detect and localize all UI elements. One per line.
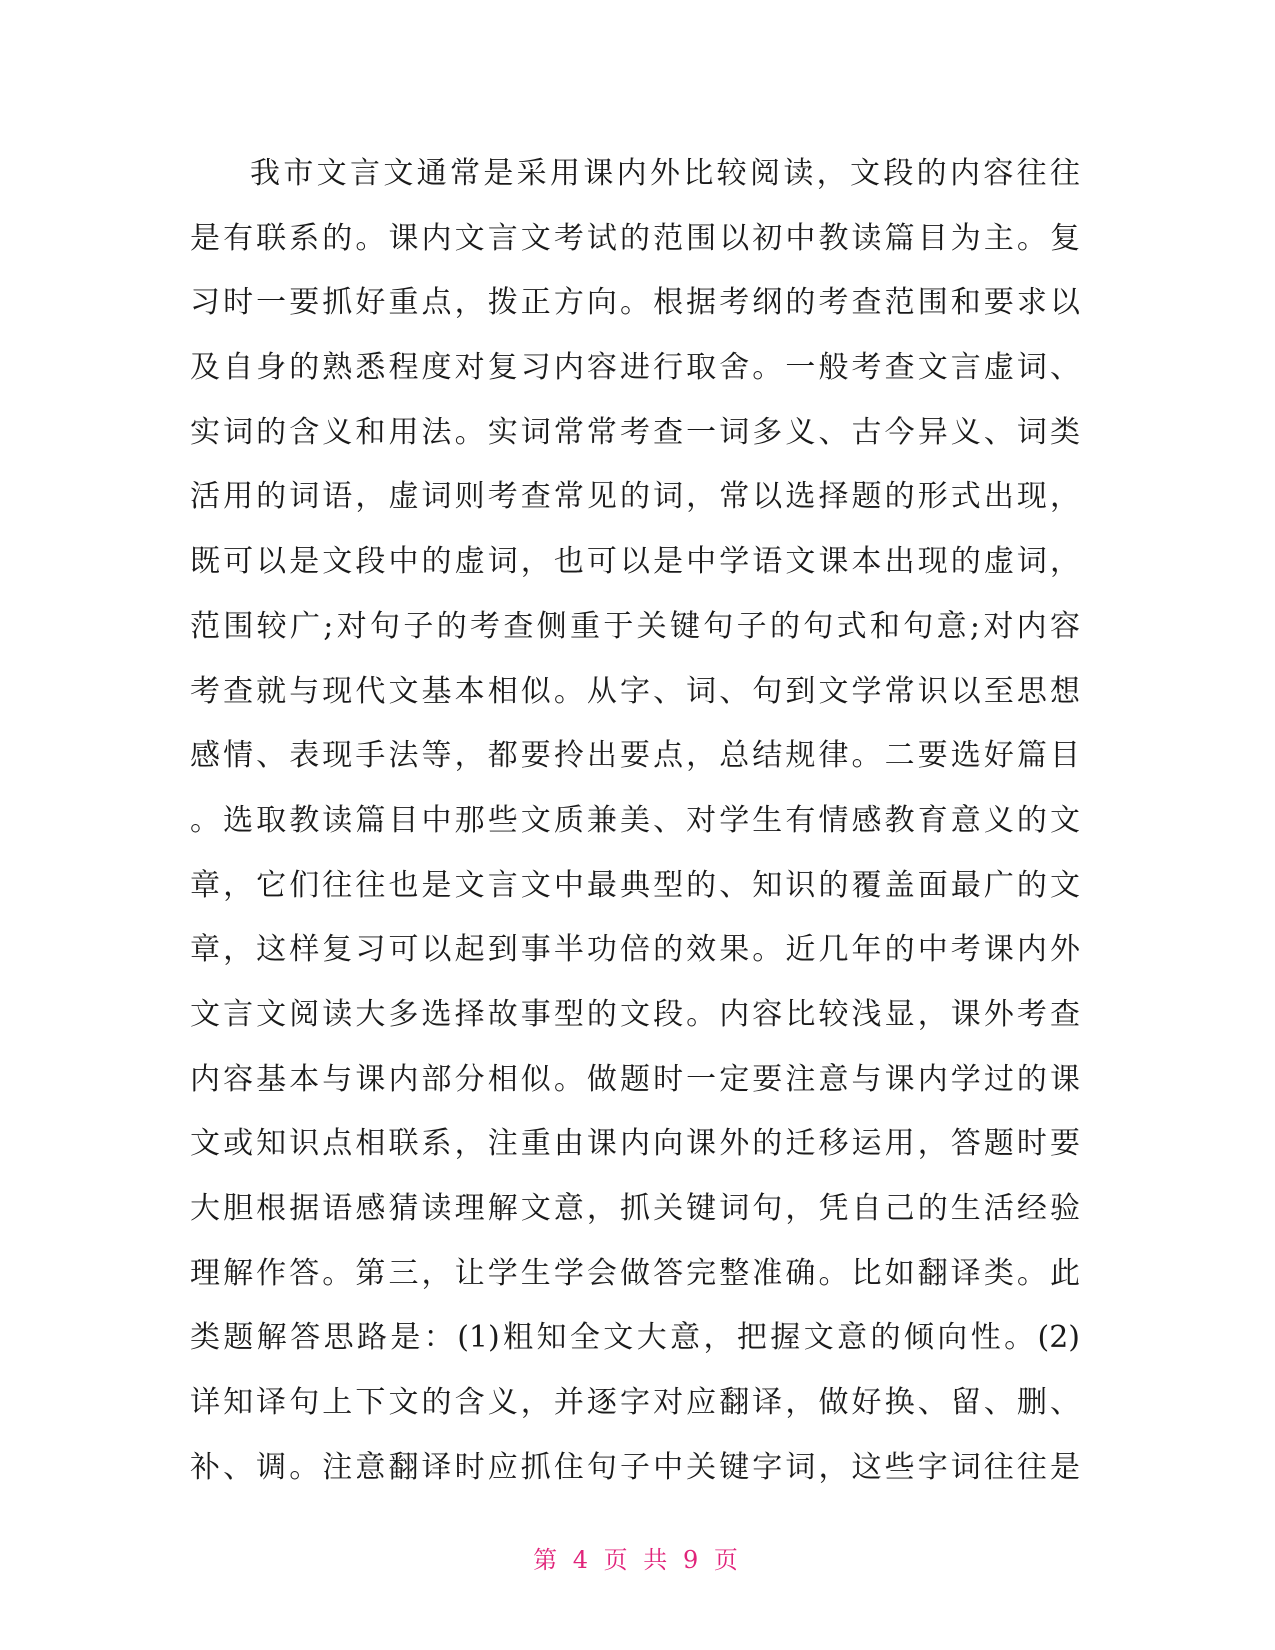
page-number-footer: 第 4 页 共 9 页 [533,1546,742,1574]
text-line: 既可以是文段中的虚词，也可以是中学语文课本出现的虚词， [190,544,1080,580]
text-line: 大胆根据语感猜读理解文意，抓关键词句，凭自己的生活经验 [190,1191,1080,1226]
text-line: 考查就与现代文基本相似。从字、词、句到文学常识以至思想 [190,673,1080,709]
text-line: 详知译句上下文的含义，并逐字对应翻译，做好换、留、删、 [190,1385,1080,1421]
text-line: 内容基本与课内部分相似。做题时一定要注意与课内学过的课 [190,1061,1080,1097]
text-line: 理解作答。第三，让学生学会做答完整准确。比如翻译类。此 [190,1255,1080,1291]
text-line: 活用的词语，虚词则考查常见的词，常以选择题的形式出现， [190,479,1080,515]
text-line: 是有联系的。课内文言文考试的范围以初中教读篇目为主。复 [190,220,1080,256]
text-line: 类题解答思路是：(1)粗知全文大意，把握文意的倾向性。(2) [190,1320,1080,1356]
text-line: 章，它们往往也是文言文中最典型的、知识的覆盖面最广的文 [190,867,1080,903]
text-line: 范围较广;对句子的考查侧重于关键句子的句式和句意;对内容 [190,608,1080,644]
text-line: 及自身的熟悉程度对复习内容进行取舍。一般考查文言虚词、 [190,350,1080,386]
text-line: 我市文言文通常是采用课内外比较阅读，文段的内容往往 [250,156,1080,191]
body-text [190,142,1080,1500]
text-line: 文或知识点相联系，注重由课内向课外的迁移运用，答题时要 [190,1126,1080,1162]
text-line: 。选取教读篇目中那些文质兼美、对学生有情感教育意义的文 [190,802,1080,838]
text-line: 实词的含义和用法。实词常常考查一词多义、古今异义、词类 [190,414,1080,450]
text-line: 文言文阅读大多选择故事型的文段。内容比较浅显，课外考查 [190,996,1080,1032]
text-line: 章，这样复习可以起到事半功倍的效果。近几年的中考课内外 [190,932,1080,968]
text-line: 习时一要抓好重点，拨正方向。根据考纲的考查范围和要求以 [190,285,1080,321]
text-line: 补、调。注意翻译时应抓住句子中关键字词，这些字词往往是 [190,1449,1080,1485]
text-line: 感情、表现手法等，都要拎出要点，总结规律。二要选好篇目 [190,738,1080,774]
